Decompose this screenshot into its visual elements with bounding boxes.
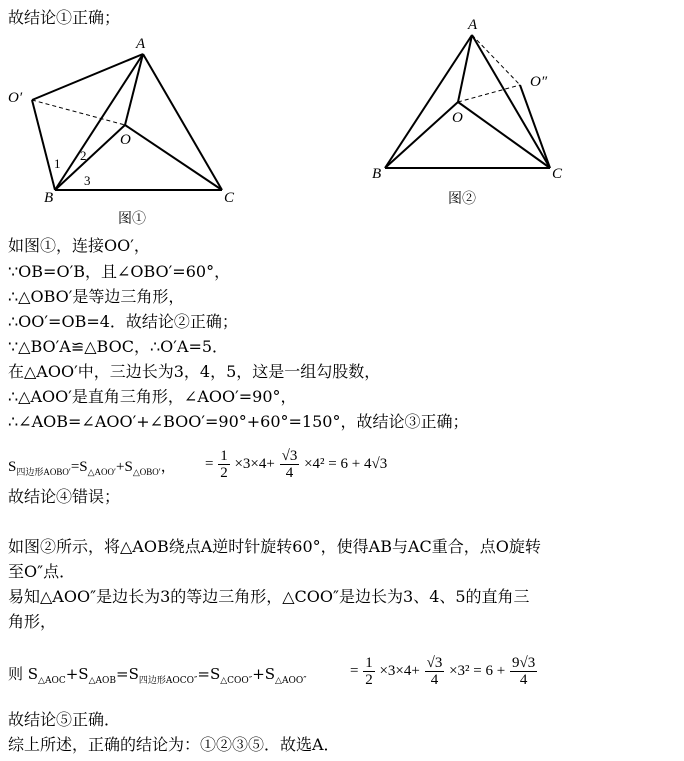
label-b: B bbox=[372, 166, 382, 182]
text-line: 故结论①正确； bbox=[8, 8, 121, 27]
area-formula-2: 则 $S_{\triangle AOC}+S_{\triangle AOB}=S_{四边形AOCO''}=S_{\triangle COO''}+S_{\triangle AOO''}$ bbox=[8, 665, 307, 686]
area-formula-2-rhs: = $\frac{1}{2}$ ×3×4+ $\frac{√3}{4}$ ×3² = 6 + $\frac{9√3}{4}$ bbox=[350, 655, 536, 688]
text-line: ∴△OBO′是等边三角形， bbox=[8, 287, 185, 306]
text-line: 在△AOO′中，三边长为3，4，5，这是一组勾股数， bbox=[8, 362, 381, 381]
label-o-double-prime: O″ bbox=[530, 74, 548, 90]
text-line: 如图②所示，将△AOB绕点A逆时针旋转60°，使得AB与AC重合，点O旋转 bbox=[8, 537, 541, 556]
label-o: O bbox=[452, 110, 463, 126]
text-line: ∴OO′=OB=4．故结论②正确； bbox=[8, 312, 238, 331]
text-line: 综上所述，正确的结论为：①②③⑤．故选A． bbox=[8, 735, 340, 754]
figure-1-caption: 图① bbox=[118, 212, 146, 227]
label-b: B bbox=[44, 190, 54, 206]
text-line: 角形， bbox=[8, 612, 57, 631]
label-o-prime: O′ bbox=[8, 90, 23, 106]
text-line: ∵△BO′A≌△BOC，∴O′A=5． bbox=[8, 337, 229, 356]
angle-label-2: 2 bbox=[80, 148, 87, 163]
area-formula-1: $S_{四边形AOBO'}=S_{\triangle AOO'}+S_{\triangle OBO'}$， bbox=[8, 459, 176, 477]
label-c: C bbox=[552, 166, 563, 182]
angle-label-3: 3 bbox=[84, 173, 91, 188]
text-line: ∴△AOO′是直角三角形，∠AOO′=90°， bbox=[8, 387, 297, 406]
text-line: 故结论④错误； bbox=[8, 487, 121, 506]
label-o: O bbox=[120, 132, 131, 148]
figure-2 bbox=[360, 10, 590, 210]
text-line: 故结论⑤正确． bbox=[8, 710, 121, 729]
label-c: C bbox=[224, 190, 235, 206]
label-a: A bbox=[468, 17, 478, 33]
figure-1 bbox=[0, 30, 260, 230]
text-line: 如图①，连接OO′， bbox=[8, 236, 150, 255]
text-line: 至O″点． bbox=[8, 562, 76, 581]
text-line: ∵OB=O′B，且∠OBO′=60°， bbox=[8, 262, 231, 281]
figure-2-caption: 图② bbox=[448, 192, 476, 207]
label-a: A bbox=[136, 36, 146, 52]
angle-label-1: 1 bbox=[54, 156, 61, 171]
area-formula-1-rhs: = $\frac{1}{2}$ ×3×4+ $\frac{√3}{4}$ ×4² = 6 + 4√3 bbox=[205, 448, 388, 481]
text-line: 易知△AOO″是边长为3的等边三角形，△COO″是边长为3、4、5的直角三 bbox=[8, 587, 530, 606]
text-line: ∴∠AOB=∠AOO′+∠BOO′=90°+60°=150°，故结论③正确； bbox=[8, 412, 469, 431]
